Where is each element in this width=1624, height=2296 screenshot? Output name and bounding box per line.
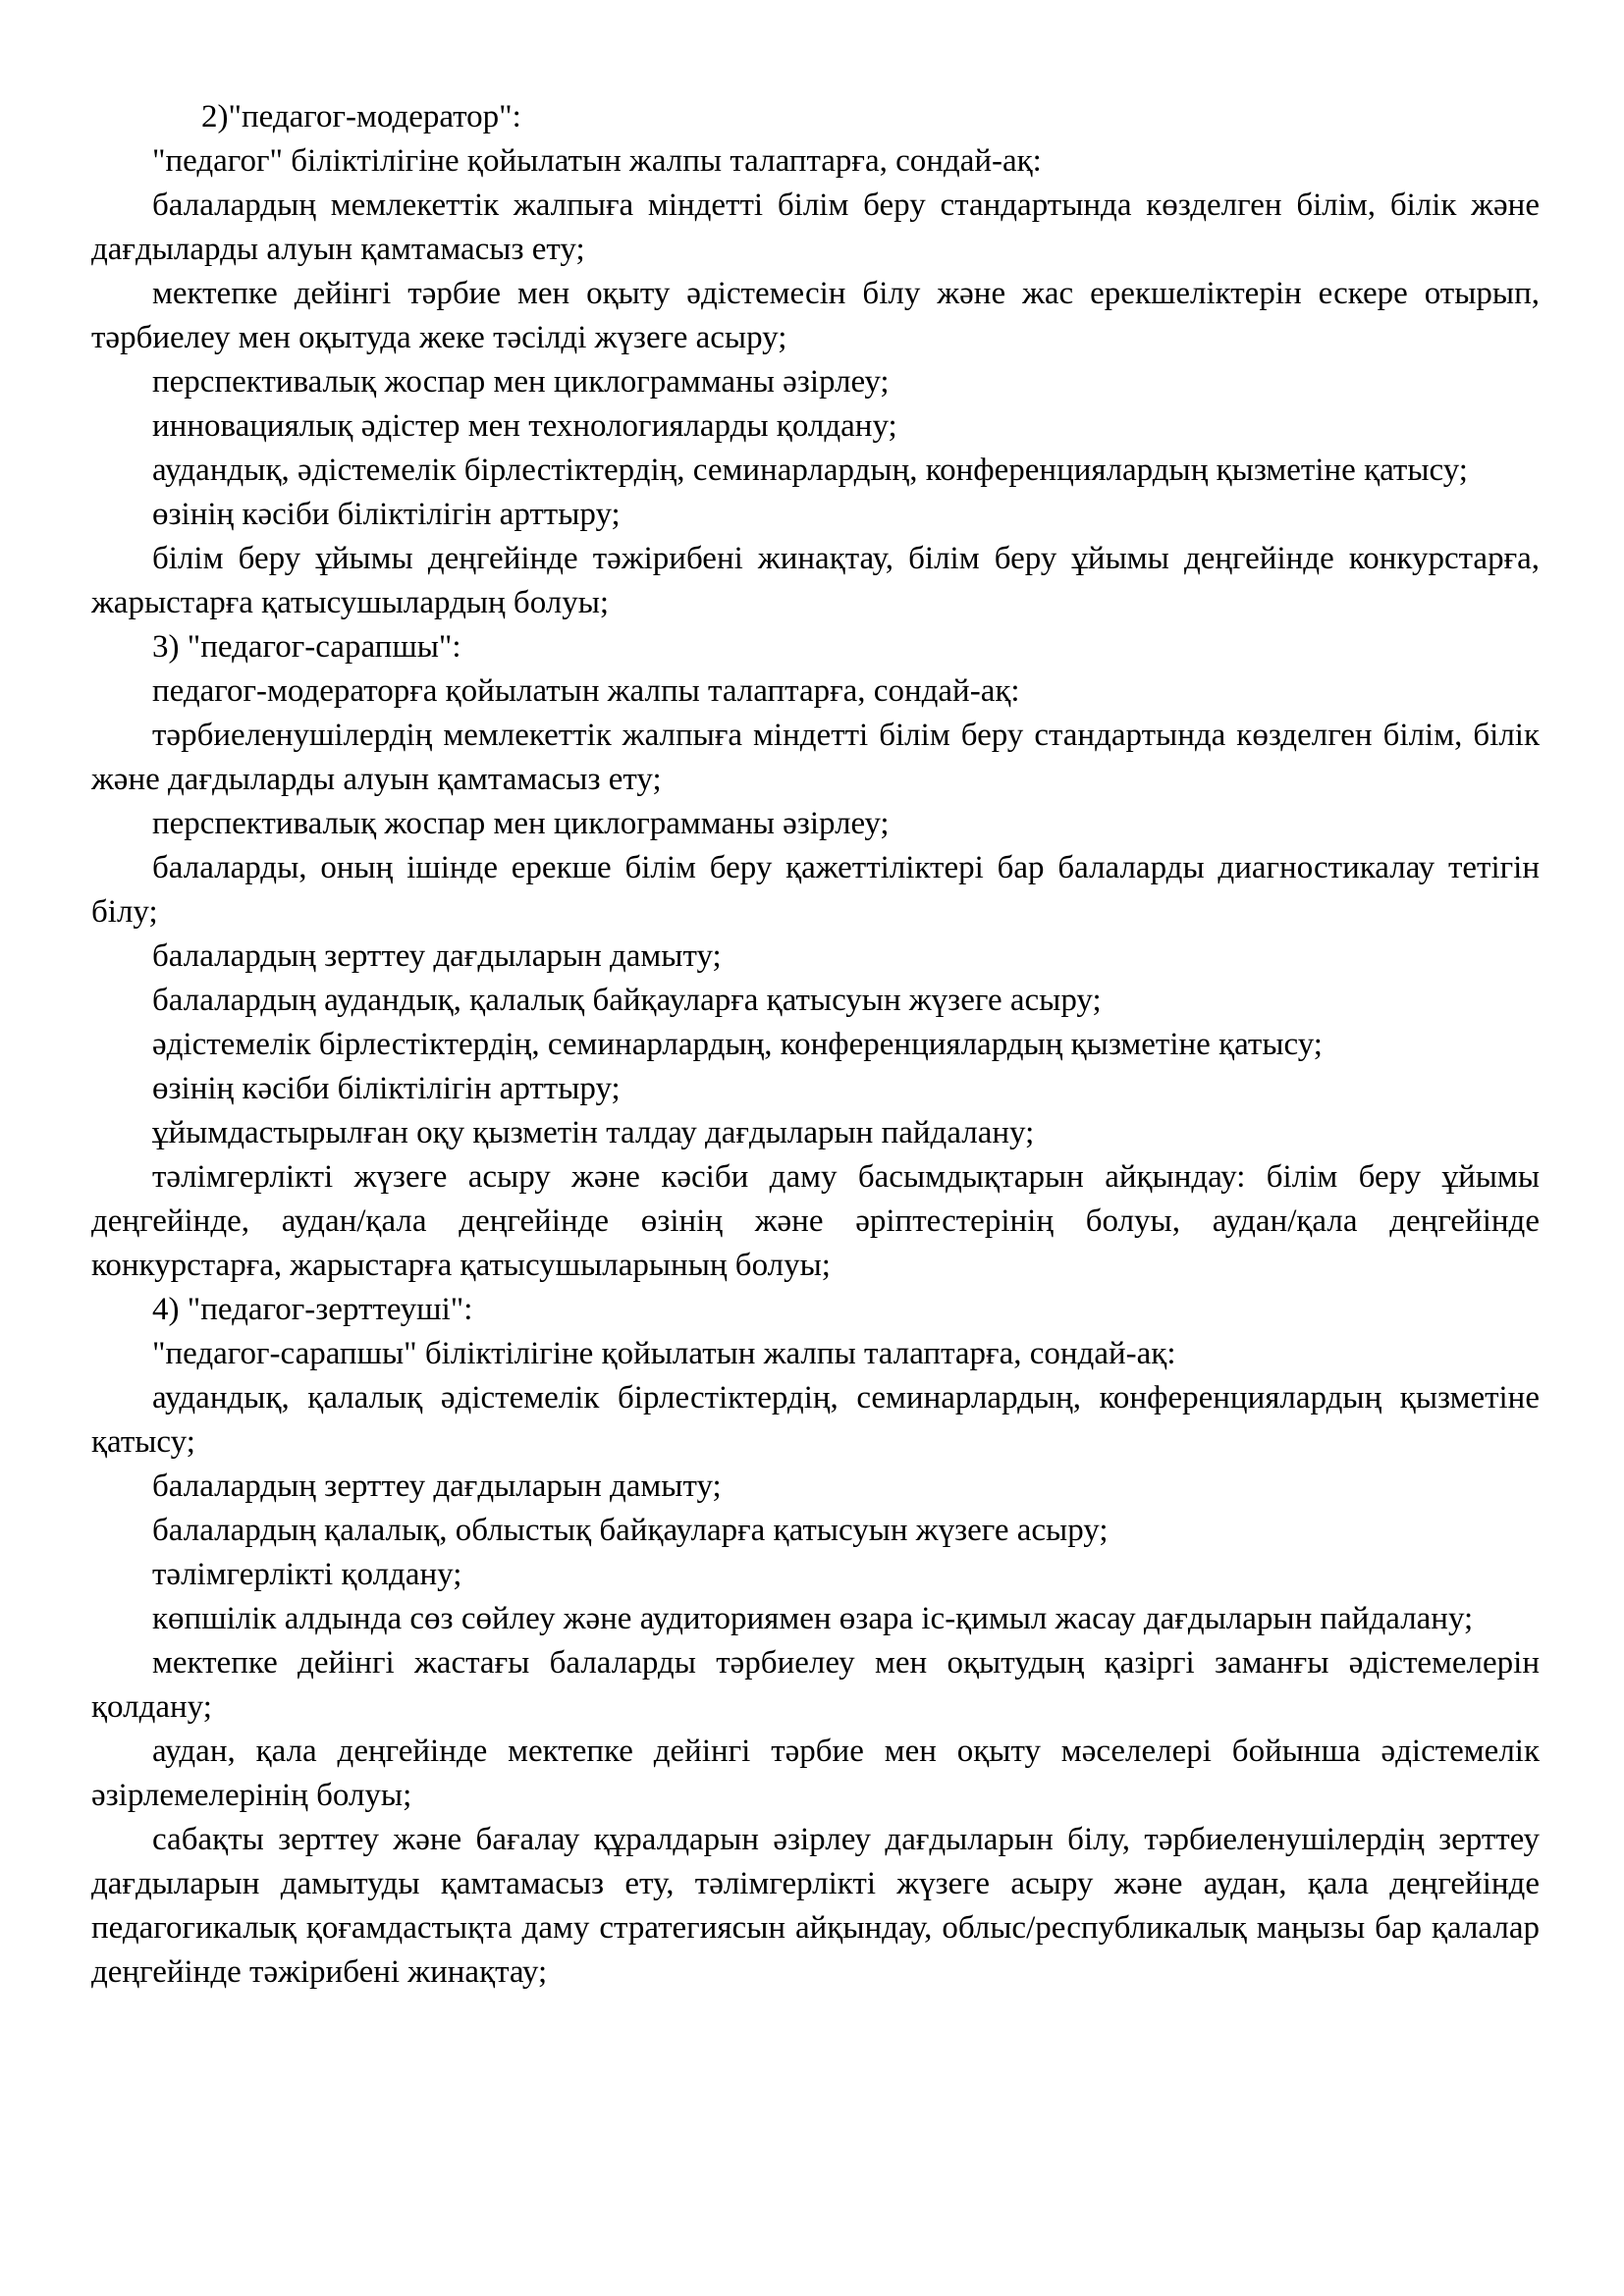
requirement-item: аудан, қала деңгейінде мектепке дейінгі тәрбие мен оқыту мәселелері бойынша әдістемелік әзірлемелерінің болуы;: [91, 1734, 1540, 1813]
requirement-item: балалардың мемлекеттік жалпыға міндетті білім беру стандартында көзделген білім, білік және дағдыларды алуын қамтамасыз ету;: [91, 187, 1540, 267]
section-intro: "педагог" біліктілігіне қойылатын жалпы талаптарға, сондай-ақ:: [152, 143, 1042, 179]
requirement-item: тәлімгерлікті қолдану;: [152, 1557, 462, 1592]
requirement-item: өзінің кәсіби біліктілігін арттыру;: [152, 497, 621, 532]
requirement-item: мектепке дейінгі тәрбие мен оқыту әдістемесін білу және жас ерекшеліктерін ескере отырып, тәрбиелеу мен оқытуда жеке тәсілді жүзеге асыру;: [91, 276, 1540, 355]
requirement-item: тәлімгерлікті жүзеге асыру және кәсіби даму басымдықтарын айқындау: білім беру ұйымы деңгейінде, аудан/қала деңгейінде өзінің және әріптестерінің болуы, аудан/қала деңгейінде конкурстарға, жарыстарға қатысушыларының болуы;: [91, 1159, 1540, 1283]
requirement-item: балалардың аудандық, қалалық байқауларға қатысуын жүзеге асыру;: [152, 983, 1102, 1018]
requirement-item: балалардың зерттеу дағдыларын дамыту;: [152, 1468, 722, 1504]
section-intro: педагог-модераторға қойылатын жалпы талаптарға, сондай-ақ:: [152, 673, 1020, 709]
requirement-item: балаларды, оның ішінде ерекше білім беру қажеттіліктері бар балаларды диагностикалау тетігін білу;: [91, 850, 1540, 930]
requirement-item: ұйымдастырылған оқу қызметін талдау дағдыларын пайдалану;: [152, 1115, 1035, 1150]
document-page: [91, 95, 1540, 1995]
requirement-item: аудандық, әдістемелік бірлестіктердің, семинарлардың, конференциялардың қызметіне қатысу;: [152, 453, 1468, 488]
requirement-item: перспективалық жоспар мен циклограмманы әзірлеу;: [152, 364, 890, 400]
section-heading-expert: 3) "педагог-сарапшы":: [152, 629, 461, 665]
requirement-item: перспективалық жоспар мен циклограмманы әзірлеу;: [152, 806, 890, 841]
requirement-item: инновациялық әдістер мен технологияларды қолдану;: [152, 408, 897, 444]
requirement-item: білім беру ұйымы деңгейінде тәжірибені жинақтау, білім беру ұйымы деңгейінде конкурстарға, жарыстарға қатысушылардың болуы;: [91, 541, 1540, 620]
section-heading-researcher: 4) "педагог-зерттеуші":: [152, 1292, 473, 1327]
requirement-item: көпшілік алдында сөз сөйлеу және аудиториямен өзара іс-қимыл жасау дағдыларын пайдалану;: [152, 1601, 1474, 1636]
requirement-item: тәрбиеленушілердің мемлекеттік жалпыға міндетті білім беру стандартында көзделген білім, білік және дағдыларды алуын қамтамасыз ету;: [91, 718, 1540, 797]
requirement-item: аудандық, қалалық әдістемелік бірлестіктердің, семинарлардың, конференциялардың қызметіне қатысу;: [91, 1380, 1540, 1460]
section-heading-moderator: 2)"педагог-модератор":: [201, 99, 521, 134]
requirement-item: мектепке дейінгі жастағы балаларды тәрбиелеу мен оқытудың қазіргі заманғы әдістемелерін қолдану;: [91, 1645, 1540, 1725]
requirement-item: балалардың қалалық, облыстық байқауларға қатысуын жүзеге асыру;: [152, 1513, 1109, 1548]
requirement-item: өзінің кәсіби біліктілігін арттыру;: [152, 1071, 621, 1106]
section-intro: "педагог-сарапшы" біліктілігіне қойылатын жалпы талаптарға, сондай-ақ:: [152, 1336, 1176, 1371]
requirement-item: әдістемелік бірлестіктердің, семинарлардың, конференциялардың қызметіне қатысу;: [152, 1027, 1323, 1062]
requirement-item: балалардың зерттеу дағдыларын дамыту;: [152, 938, 722, 974]
requirement-item: сабақты зерттеу және бағалау құралдарын әзірлеу дағдыларын білу, тәрбиеленушілердің зерттеу дағдыларын дамытуды қамтамасыз ету, тәлімгерлікті жүзеге асыру және аудан, қала деңгейінде педагогикалық қоғамдастықта даму стратегиясын айқындау, облыс/республикалық маңызы бар қалалар деңгейінде тәжірибені жинақтау;: [91, 1822, 1540, 1990]
